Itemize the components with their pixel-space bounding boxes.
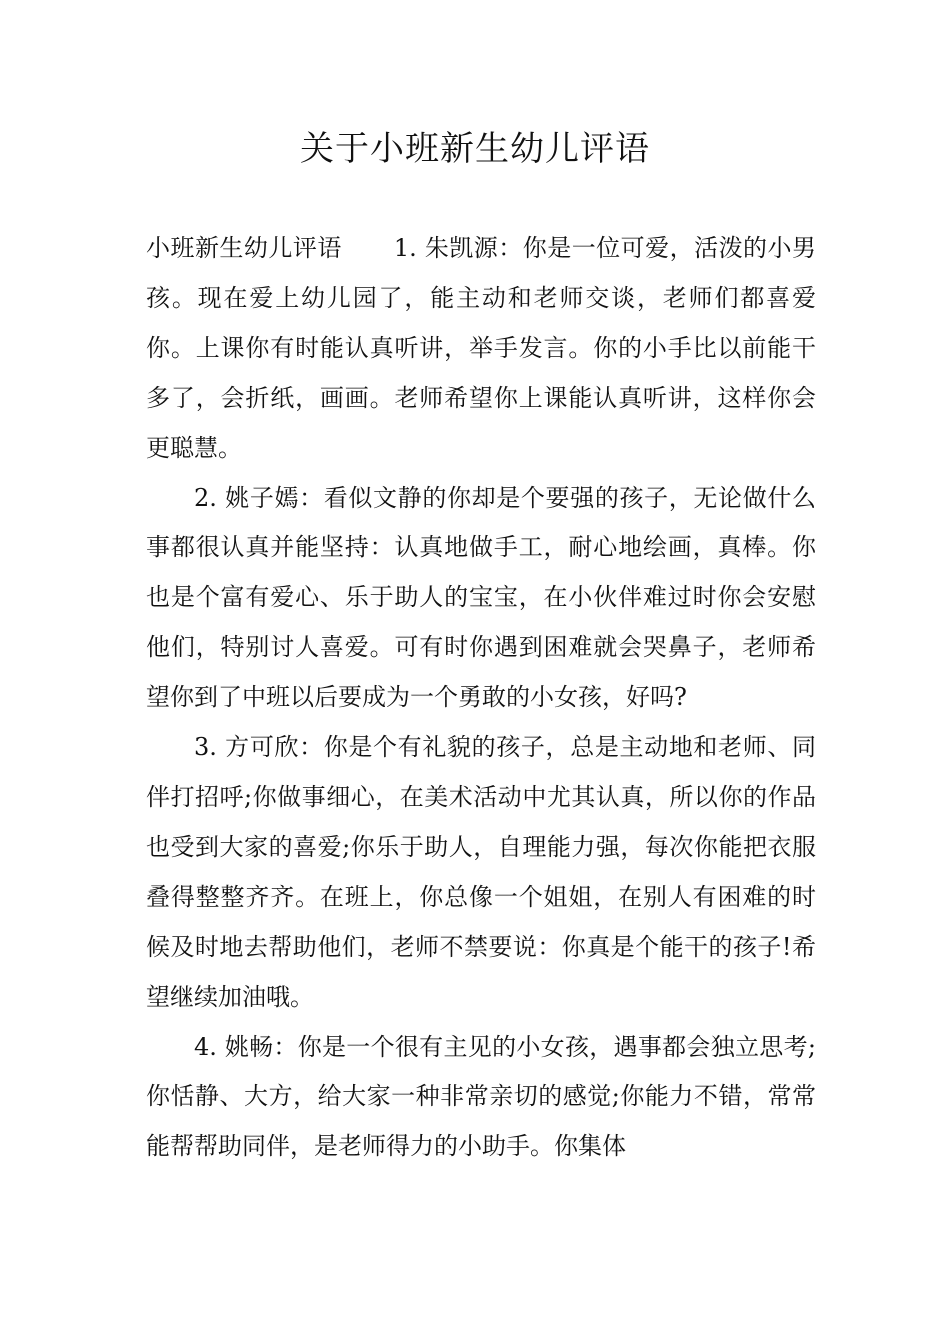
paragraph-4: 4. 姚畅：你是一个很有主见的小女孩，遇事都会独立思考;你恬静、大方，给大家一种非常亲切的感觉;你能力不错，常常能帮帮助同伴，是老师得力的小助手。你集体 (146, 1032, 816, 1161)
paragraph-3: 3. 方可欣：你是个有礼貌的孩子，总是主动地和老师、同伴打招呼;你做事细心，在美术活动中尤其认真，所以你的作品也受到大家的喜爱;你乐于助人，自理能力强，每次你能把衣服叠得整整齐齐。在班上，你总像一个姐姐，在别人有困难的时候及时地去帮助他们，老师不禁要说：你真是个能干的孩子!希望继续加油哦。 (146, 733, 816, 1011)
paragraph-1-text: 1. 朱凯源：你是一位可爱，活泼的小男孩。现在爱上幼儿园了，能主动和老师交谈，老师们都喜爱你。上课你有时能认真听讲，举手发言。你的小手比以前能干多了，会折纸，画画。老师希望你上课能认真听讲，这样你会更聪慧。 (146, 234, 817, 462)
document-body (146, 224, 816, 1172)
document-title: 关于小班新生幼儿评语 (300, 129, 650, 169)
intro-label: 小班新生幼儿评语 (146, 234, 342, 262)
paragraph-2: 2. 姚子嫣：看似文静的你却是个要强的孩子，无论做什么事都很认真并能坚持：认真地做手工，耐心地绘画，真棒。你也是个富有爱心、乐于助人的宝宝，在小伙伴难过时你会安慰他们，特别讨人喜爱。可有时你遇到困难就会哭鼻子，老师希望你到了中班以后要成为一个勇敢的小女孩，好吗? (146, 483, 816, 712)
paragraph-1 (146, 224, 816, 474)
